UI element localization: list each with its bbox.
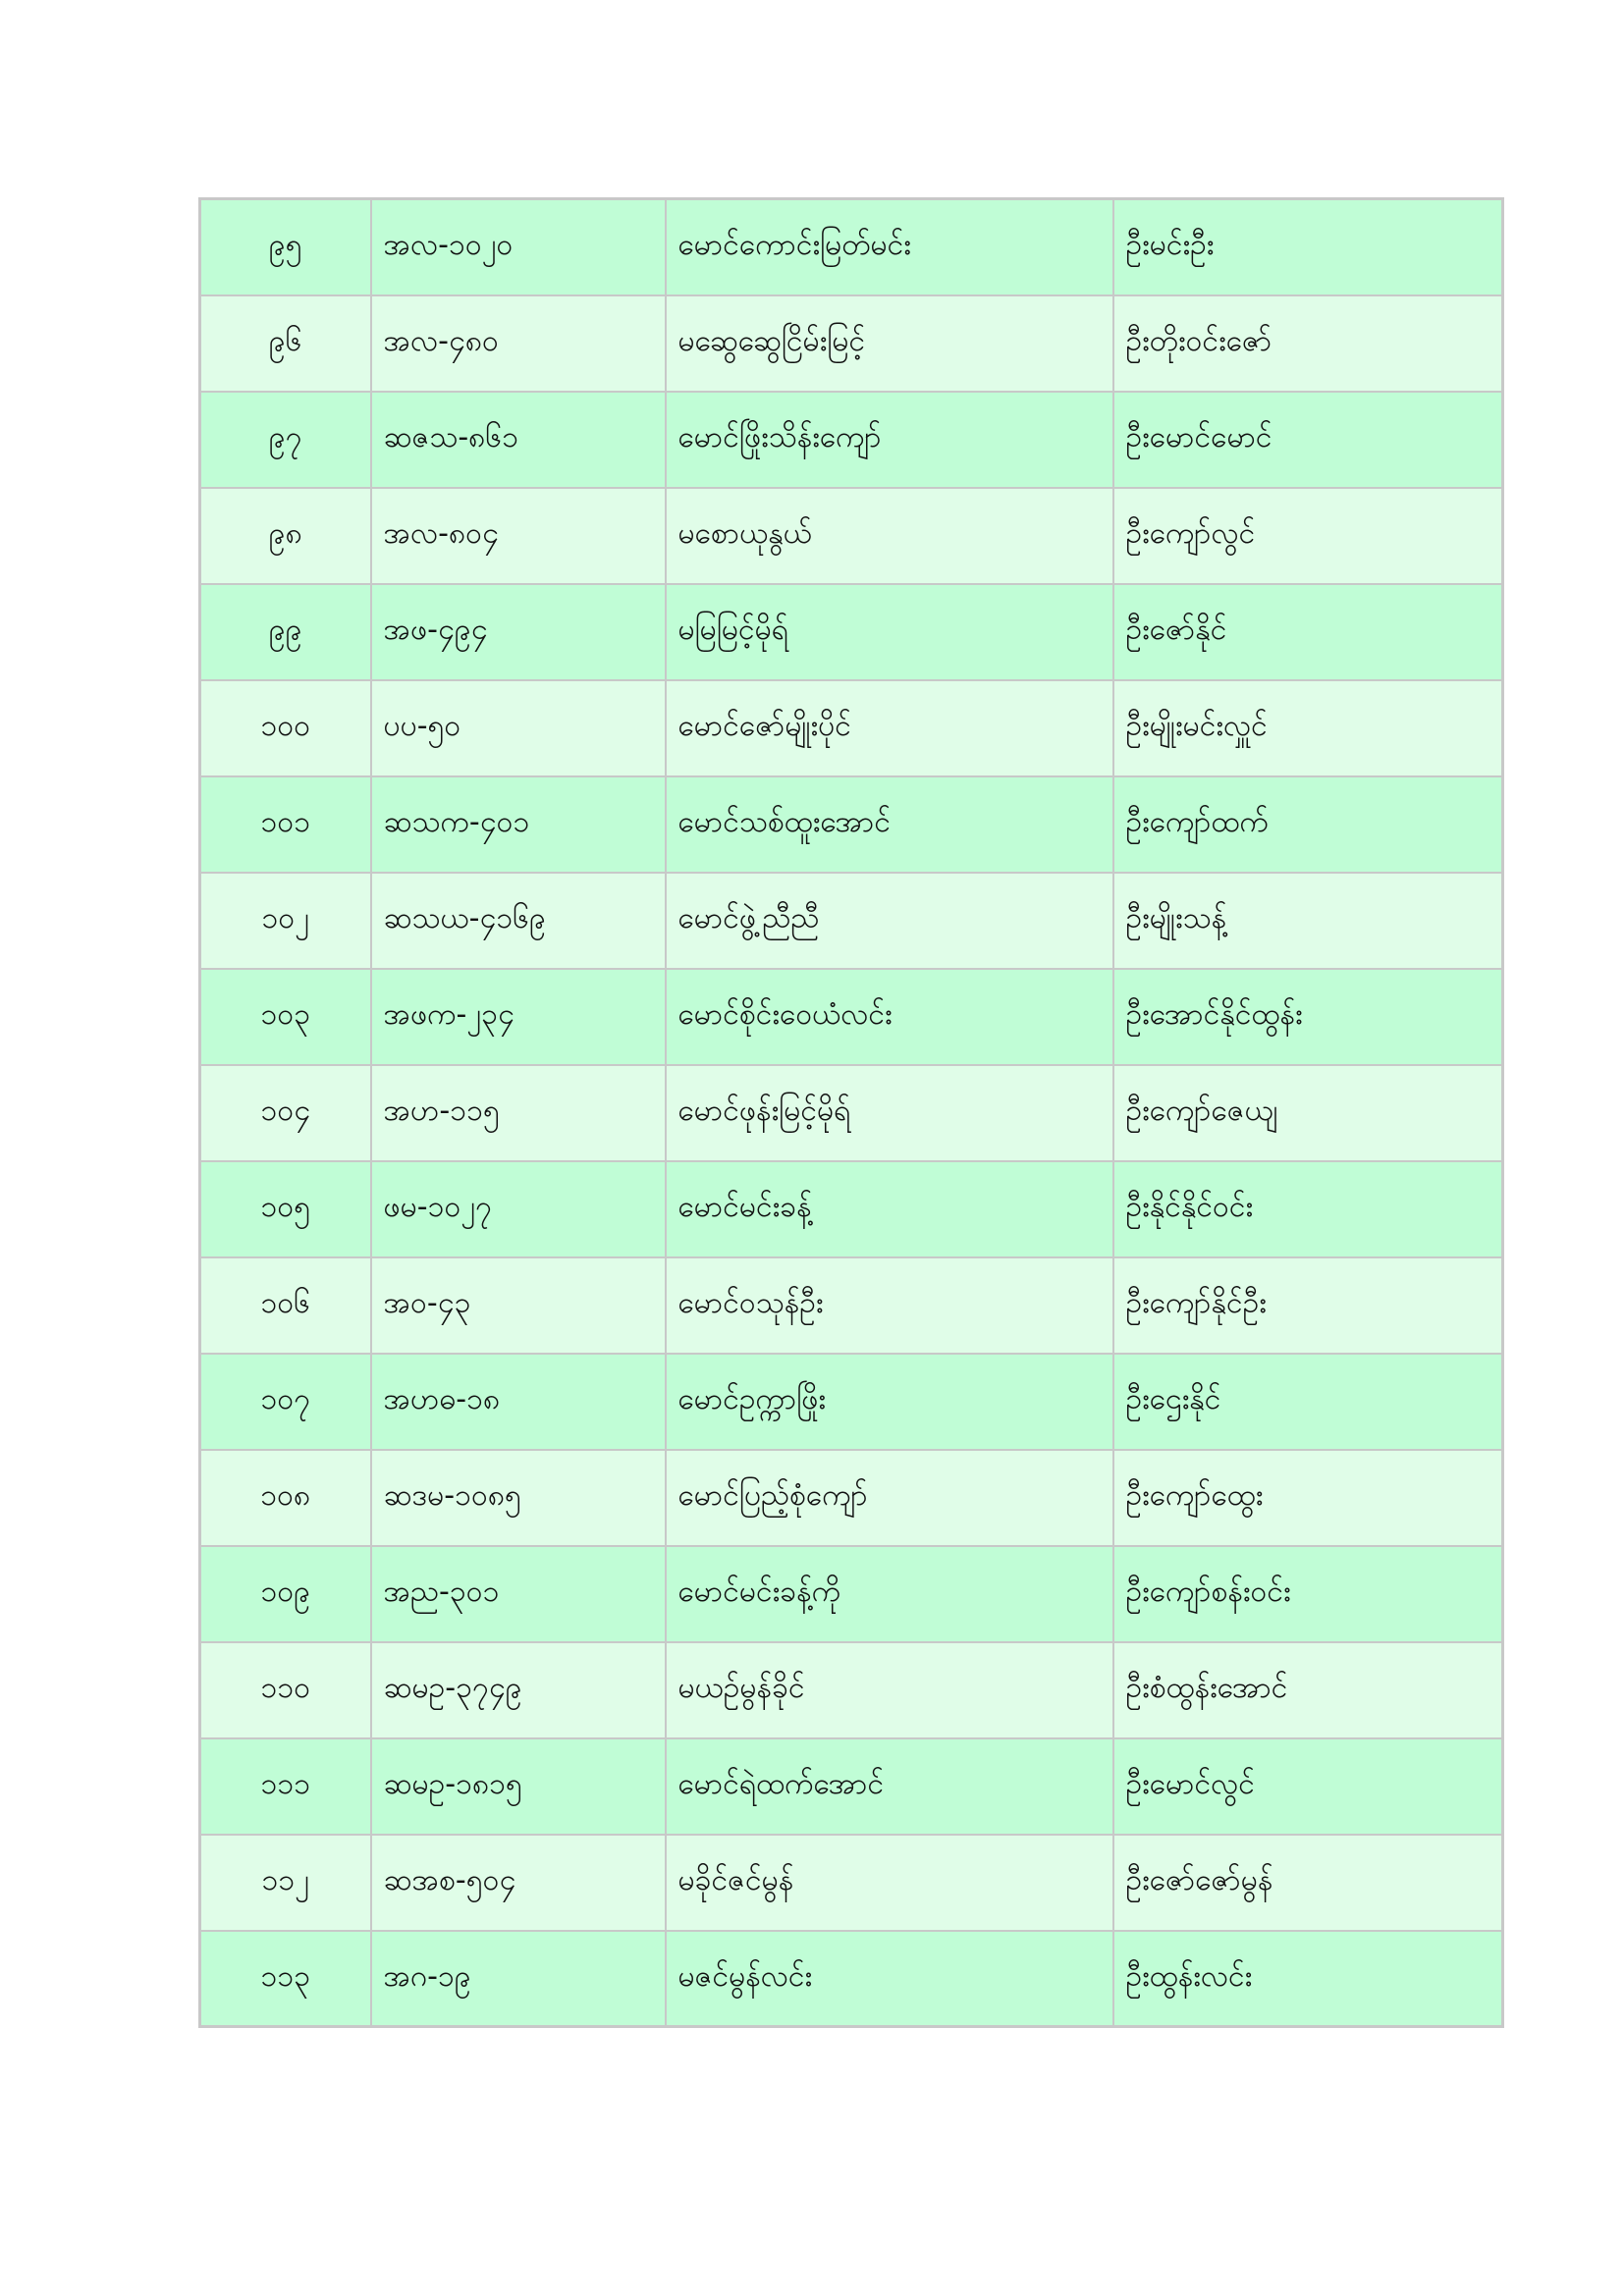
father-name-cell: ဦးကျော်လွင်: [1113, 488, 1503, 584]
table-row: [200, 488, 1503, 584]
roster-body: [200, 199, 1503, 2027]
registration-id-cell: အလ-၁၀၂၀: [371, 199, 666, 295]
registration-id-cell: အဖက-၂၃၄: [371, 969, 666, 1065]
father-name-cell: ဦးထွန်းလင်း: [1113, 1931, 1503, 2027]
registration-id-cell: ဖမ-၁၀၂၇: [371, 1161, 666, 1257]
registration-id-cell: အည-၃၀၁: [371, 1546, 666, 1642]
student-name-cell: မောင်ဥက္ကာဖြိုး: [666, 1354, 1113, 1450]
registration-id-cell: ပပ-၅၀: [371, 680, 666, 776]
registration-id-cell: အဟဓ-၁၈: [371, 1354, 666, 1450]
registration-id-cell: ဆသယ-၄၁၆၉: [371, 873, 666, 969]
table-row: [200, 1835, 1503, 1931]
row-number-cell: ၁၁၃: [200, 1931, 371, 2027]
student-name-cell: မောင်ဖုန်းမြင့်မိုရ်: [666, 1065, 1113, 1161]
table-row: [200, 873, 1503, 969]
table-row: [200, 1642, 1503, 1738]
table-row: [200, 1931, 1503, 2027]
father-name-cell: ဦးစံထွန်းအောင်: [1113, 1642, 1503, 1738]
table-row: [200, 680, 1503, 776]
father-name-cell: ဦးကျော်နိုင်ဦး: [1113, 1257, 1503, 1354]
registration-id-cell: ဆဇသ-၈၆၁: [371, 392, 666, 488]
row-number-cell: ၉၈: [200, 488, 371, 584]
father-name-cell: ဦးကျော်စန်းဝင်း: [1113, 1546, 1503, 1642]
student-name-cell: မောင်မင်းခန့်ကို: [666, 1546, 1113, 1642]
registration-id-cell: အဝ-၄၃: [371, 1257, 666, 1354]
registration-id-cell: အလ-၈၀၄: [371, 488, 666, 584]
row-number-cell: ၁၀၆: [200, 1257, 371, 1354]
row-number-cell: ၁၀၂: [200, 873, 371, 969]
father-name-cell: ဦးတိုးဝင်းဇော်: [1113, 295, 1503, 392]
registration-id-cell: ဆဒမ-၁၀၈၅: [371, 1450, 666, 1546]
row-number-cell: ၁၀၃: [200, 969, 371, 1065]
student-name-cell: မောင်ရဲထက်အောင်: [666, 1738, 1113, 1835]
father-name-cell: ဦးအောင်နိုင်ထွန်း: [1113, 969, 1503, 1065]
row-number-cell: ၉၅: [200, 199, 371, 295]
row-number-cell: ၁၀၇: [200, 1354, 371, 1450]
row-number-cell: ၁၁၂: [200, 1835, 371, 1931]
student-name-cell: မောင်ဝသုန်ဦး: [666, 1257, 1113, 1354]
student-name-cell: မယဉ်မွန်ခိုင်: [666, 1642, 1113, 1738]
father-name-cell: ဦးကျော်ထွေး: [1113, 1450, 1503, 1546]
row-number-cell: ၁၀၅: [200, 1161, 371, 1257]
father-name-cell: ဦးမျိုးသန့်: [1113, 873, 1503, 969]
registration-id-cell: အဖ-၄၉၄: [371, 584, 666, 680]
registration-id-cell: ဆမဥ-၁၈၁၅: [371, 1738, 666, 1835]
table-row: [200, 1065, 1503, 1161]
table-row: [200, 199, 1503, 295]
student-name-cell: မောင်သစ်ထူးအောင်: [666, 776, 1113, 873]
father-name-cell: ဦးမောင်လွင်: [1113, 1738, 1503, 1835]
table-row: [200, 969, 1503, 1065]
table-row: [200, 392, 1503, 488]
table-row: [200, 1161, 1503, 1257]
father-name-cell: ဦးဇော်ဇော်မွန်: [1113, 1835, 1503, 1931]
registration-id-cell: အဂ-၁၉: [371, 1931, 666, 2027]
father-name-cell: ဦးဇော်နိုင်: [1113, 584, 1503, 680]
row-number-cell: ၉၉: [200, 584, 371, 680]
registration-id-cell: ဆသက-၄၀၁: [371, 776, 666, 873]
father-name-cell: ဦးကျော်ထက်: [1113, 776, 1503, 873]
table-row: [200, 1257, 1503, 1354]
row-number-cell: ၁၁၀: [200, 1642, 371, 1738]
student-name-cell: မောင်ဇော်မျိုးပိုင်: [666, 680, 1113, 776]
table-row: [200, 1354, 1503, 1450]
table-row: [200, 1450, 1503, 1546]
row-number-cell: ၉၇: [200, 392, 371, 488]
father-name-cell: ဦးဌေးနိုင်: [1113, 1354, 1503, 1450]
table-row: [200, 776, 1503, 873]
row-number-cell: ၁၀၄: [200, 1065, 371, 1161]
student-name-cell: မောင်ဖွဲ့ညီညီ: [666, 873, 1113, 969]
registration-id-cell: ဆမဥ-၃၇၄၉: [371, 1642, 666, 1738]
student-name-cell: မောင်ဖြိုးသိန်းကျော်: [666, 392, 1113, 488]
registration-id-cell: အဟ-၁၁၅: [371, 1065, 666, 1161]
father-name-cell: ဦးမင်းဦး: [1113, 199, 1503, 295]
student-name-cell: မမြမြင့်မိုရ်: [666, 584, 1113, 680]
student-name-cell: မောင်ပြည့်စုံကျော်: [666, 1450, 1113, 1546]
father-name-cell: ဦးကျော်ဇေယျ: [1113, 1065, 1503, 1161]
table-row: [200, 584, 1503, 680]
row-number-cell: ၁၁၁: [200, 1738, 371, 1835]
registration-id-cell: အလ-၄၈၀: [371, 295, 666, 392]
father-name-cell: ဦးနိုင်နိုင်ဝင်း: [1113, 1161, 1503, 1257]
table-row: [200, 1546, 1503, 1642]
row-number-cell: ၁၀၈: [200, 1450, 371, 1546]
student-name-cell: မောင်စိုင်းဝေယံလင်း: [666, 969, 1113, 1065]
student-name-cell: မစောယုနွယ်: [666, 488, 1113, 584]
student-roster-table: [198, 197, 1504, 2028]
student-name-cell: မဇင်မွန်လင်း: [666, 1931, 1113, 2027]
table-row: [200, 295, 1503, 392]
student-name-cell: မောင်ကောင်းမြတ်မင်း: [666, 199, 1113, 295]
row-number-cell: ၁၀၉: [200, 1546, 371, 1642]
father-name-cell: ဦးမောင်မောင်: [1113, 392, 1503, 488]
row-number-cell: ၁၀၁: [200, 776, 371, 873]
table-row: [200, 1738, 1503, 1835]
row-number-cell: ၉၆: [200, 295, 371, 392]
row-number-cell: ၁၀၀: [200, 680, 371, 776]
student-name-cell: မခိုင်ဇင်မွန်: [666, 1835, 1113, 1931]
student-name-cell: မဆွေဆွေငြိမ်းမြင့်: [666, 295, 1113, 392]
father-name-cell: ဦးမျိုးမင်းလှူင်: [1113, 680, 1503, 776]
registration-id-cell: ဆအစ-၅၀၄: [371, 1835, 666, 1931]
student-name-cell: မောင်မင်းခန့်: [666, 1161, 1113, 1257]
